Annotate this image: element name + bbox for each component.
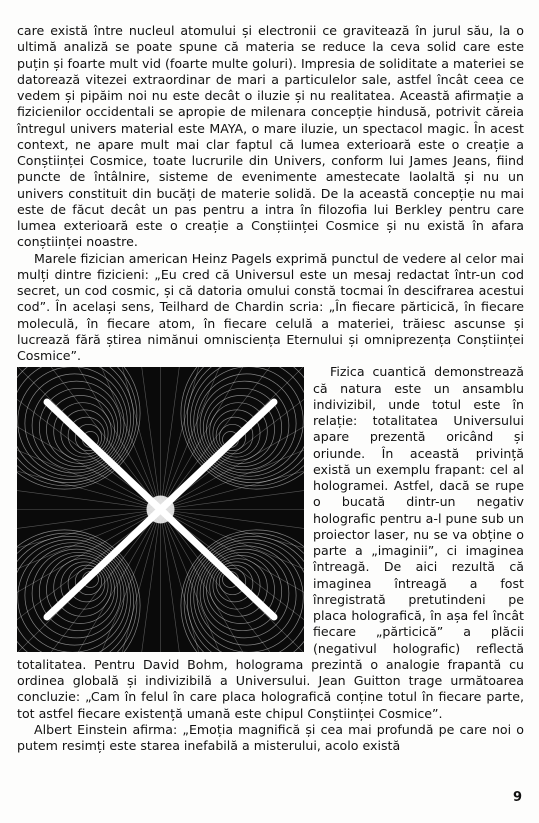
hologram-pattern-image — [17, 367, 304, 652]
paragraph-2: Marele fizician american Heinz Pagels exprimă punctul de vedere al celor mai mulți dintre fizicieni: „Eu cred că Universul este un mesaj redactat într-un cod secret, un cod cosmic, și că datoria omului constă tocmai în descifrarea acestui cod”. În același sens, Teilhard de Chardin scria: „În fiecare părticică, în fiecare moleculă, în fiecare atom, în fiecare celulă a materiei, trăiesc ascunse și lucrează fără știrea nimănui omnisciența Eternului și omniprezența Conștiinței Cosmice”. — [17, 250, 524, 363]
paragraph-1: care există între nucleul atomului și electronii ce gravitează în jurul său, la o ultimă analiză se poate spune că materia se reduce la ceva solid care este puțin și foarte mult vid (foarte multe goluri). Impresia de soliditate a materiei se datorează vitezei extraordinar de mari a particulelor sale, astfel încât ceea ce vedem și pipăim noi nu este decât o iluzie și nu realitatea. Această afirmație a fizicienilor occidentali se apropie de milenara concepție hindusă, potrivit căreia întregul univers material este MAYA, o mare iluzie, un spectacol magic. În acest context, ne apare mult mai clar faptul că lumea exterioară este o creație a Conștiinței Cosmice, toate lucrurile din Univers, conform lui James Jeans, fiind puncte de întâlnire, sisteme de evenimente amestecate laolaltă și nu un univers constituit din bucăți de materie solidă. De la această concepție nu mai este de făcut decât un pas pentru a intra în filozofia lui Berkley pentru care lumea exterioară este o creație a Conștiinței Cosmice și nu există în afara conștiinței noastre. — [17, 23, 524, 250]
hologram-figure — [17, 367, 304, 652]
paragraph-3 — [17, 364, 524, 722]
paragraph-4: Albert Einstein afirma: „Emoția magnifică și cea mai profundă pe care noi o putem resimți este starea inefabilă a misterului, acolo există — [17, 721, 524, 753]
page-number: 9 — [513, 790, 523, 805]
paragraph-3-text: Fizica cuantică demonstrează că natura este un ansamblu indivizibil, unde totul este în relație: totalitatea Universului apare prezentă oricând și oriunde. În această privință există un exemplu frapant: cel al hologramei. Astfel, dacă se rupe o bucată dintr-un negativ holografic pentru a-l pune sub un proiector laser, nu se va obține o parte a „imaginii”, ci imaginea întreagă. De aici rezultă că imaginea întreagă a fost înregistrată pretutindeni pe placa holografică, în așa fel încât fiecare „părticică” a plăcii (negativul holografic) reflectă totalitatea. Pentru David Bohm, holograma prezintă o analogie frapantă cu ordinea globală și indivizibilă a Universului. Jean Guitton trage următoarea concluzie: „Cam în felul în care placa holografică conține totul în fiecare parte, tot astfel fiecare existență umană este chipul Conștiinței Cosmice”. — [17, 364, 524, 721]
text-column — [17, 23, 524, 754]
